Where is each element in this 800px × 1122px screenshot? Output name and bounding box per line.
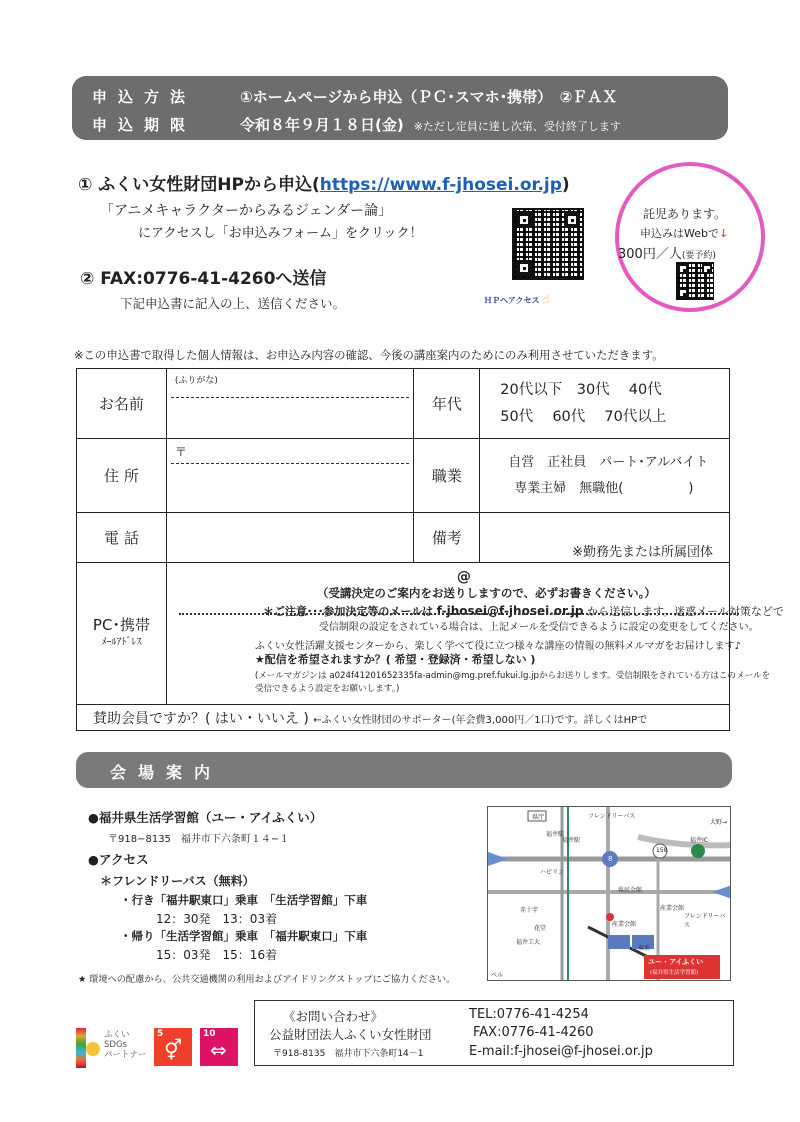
childcare-line2 — [640, 225, 728, 241]
sdg-goal5-icon — [154, 1028, 192, 1066]
sdg-goal10-icon — [200, 1028, 238, 1066]
magazine-line1: ふくい女性活躍支援センターから、楽しく学べて役に立つ様々な講座の情報の無料メルマガをお届けします♪ — [254, 641, 741, 652]
sdgs-logo-text — [104, 1030, 147, 1060]
qr-finder-icon — [564, 212, 580, 228]
contact-org: 公益財団法人ふくい女性財団 — [269, 1027, 432, 1042]
eco-note: ★ 環境への配慮から、公共交通機関の利用およびアイドリングストップにご協力ください。 — [78, 974, 456, 985]
phone-field[interactable] — [166, 513, 414, 563]
name-field[interactable] — [166, 369, 414, 439]
map-hanado: 花堂 — [534, 925, 547, 932]
caution-prefix: ＊ご注意･･･参加決定等のメールは — [262, 605, 434, 618]
remarks-note: ※勤務先または所属団体 — [572, 545, 713, 560]
hp-qr-code[interactable] — [512, 208, 584, 280]
qr-finder-icon — [678, 264, 688, 274]
arrow-down-icon: ↓ — [718, 227, 729, 240]
qr-finder-icon — [516, 260, 532, 276]
map-happiring: ハピリン — [540, 869, 565, 876]
map-akasuji: 赤十字 — [520, 907, 539, 914]
method-text: ①ホームページから申込（ＰＣ･スマホ･携帯） ②ＦＡＸ — [240, 88, 618, 106]
option1-suffix: ) — [561, 175, 570, 195]
privacy-note: ※この申込書で取得した個人情報は、お申込み内容の確認、今後の講座案内のためにのみ利用させていただきます。 — [74, 348, 664, 362]
map-kencho: 県庁 — [532, 814, 545, 821]
venue-map[interactable] — [487, 806, 731, 981]
deadline-row — [92, 114, 621, 135]
map-sangyo-cross: 産業会館 — [660, 905, 685, 912]
option2-sub: 下記申込書に記入の上、送信ください。 — [120, 296, 346, 311]
contact-email[interactable]: E-mail:f-jhosei@f-jhosei.or.jp — [469, 1044, 653, 1059]
map-svg — [488, 807, 731, 981]
reduced-inequality-icon: ⇔ — [210, 1038, 227, 1062]
map-omiya: 大野→ — [710, 819, 728, 826]
postal-mark: 〒 — [174, 445, 187, 459]
childcare-qr-code[interactable] — [676, 262, 714, 300]
childcare-price: 300円／人 — [618, 247, 682, 262]
map-kenminkaikan: 県民会館 — [618, 887, 643, 894]
address-label: 住 所 — [77, 439, 167, 513]
pointing-hand-icon: ☝ — [542, 292, 550, 306]
magazine-line2[interactable]: ★配信を希望されますか？( 希望・登録済・希望しない ) — [254, 653, 536, 666]
address-divider — [171, 463, 410, 464]
back-times: 15：03発 15：16着 — [156, 948, 278, 962]
option1-heading — [78, 170, 570, 195]
job-label: 職業 — [414, 439, 480, 513]
address-field[interactable] — [166, 439, 414, 513]
childcare-web-text: 申込みはWebで — [640, 227, 719, 240]
map-road-8: 8 — [608, 855, 613, 863]
childcare-reserve-note: (要予約) — [681, 251, 716, 261]
furigana-label: (ふりがな) — [174, 376, 218, 386]
contact-tel[interactable]: TEL:0776-41-4254 — [469, 1007, 589, 1022]
contact-address: 〒918-8135 福井市下六条町14－1 — [273, 1049, 424, 1059]
pc-label-sub: ﾒｰﾙｱﾄﾞﾚｽ — [101, 636, 142, 648]
qr-caption — [484, 292, 550, 306]
sdg-goal10-number: 10 — [203, 1029, 216, 1039]
support-row[interactable] — [77, 705, 730, 731]
map-ic: 福井IC — [690, 837, 708, 844]
access-heading: ●アクセス — [88, 852, 149, 867]
method-row — [92, 86, 617, 107]
phone-label: 電 話 — [77, 513, 167, 563]
map-mae: 東前 — [638, 945, 651, 952]
caution-line1 — [263, 603, 784, 619]
age-options[interactable] — [480, 369, 730, 439]
go-times: 12：30発 13：03着 — [156, 912, 278, 926]
childcare-line3 — [618, 243, 716, 262]
venue-name: ●福井県生活学習館（ユー・アイふくい） — [88, 810, 323, 825]
furigana-divider — [171, 397, 410, 398]
magazine-line3: (メールマガジンは a024f41201652335fa-admin@mg.pref.fukui.lg.jpからお送りします。受信制限をされている方はこのメールを — [254, 671, 771, 681]
age-row2[interactable]: 50代 60代 70代以上 — [500, 408, 667, 425]
qr-finder-icon — [516, 212, 532, 228]
email-field[interactable] — [166, 563, 784, 705]
deadline-note: ※ただし定員に達し次第、受付終了します — [413, 120, 621, 133]
caution-suffix: から送信します。迷惑メール対策などで — [587, 605, 784, 618]
option1-line2: にアクセスし「お申込みフォーム」をクリック！ — [138, 226, 423, 241]
contact-title: 《お問い合わせ》 — [283, 1009, 384, 1024]
application-form — [76, 368, 784, 731]
support-note: ←ふくい女性財団のサポーター(年会費3,000円／1口)です。詳しくはHPで — [313, 714, 648, 726]
map-venue-label: ユー・アイふくい — [648, 958, 704, 966]
sdgs-text1: ふくい — [104, 1030, 130, 1040]
sdgs-text2: SDGs — [104, 1040, 127, 1050]
caution-line2: 受信制限の設定をされている場合は、上記メールを受信できるように設定の変更をしてください。 — [318, 622, 759, 633]
age-row1[interactable]: 20代以下 30代 40代 — [500, 381, 662, 398]
venue-section-header: 会場案内 — [76, 752, 732, 788]
option1-line1: 「アニメキャラクターからみるジェンダー論」 — [100, 203, 393, 219]
venue-address: 〒918−8135 福井市下六条町１４−１ — [108, 834, 290, 845]
job-options[interactable] — [480, 439, 730, 513]
deadline-label: 申込期限 — [92, 116, 197, 134]
map-venue-sub: (福井県生活学習館) — [650, 970, 699, 976]
back-route: ・帰り「生活学習館」乗車 「福井駅東口」下車 — [120, 929, 368, 943]
map-sangyo: 産業会館 — [612, 921, 637, 928]
pc-label-cell — [77, 563, 167, 705]
map-road-158: 158 — [656, 847, 668, 854]
sdgs-text3: パートナー — [104, 1050, 147, 1060]
remarks-field[interactable] — [480, 513, 730, 563]
qr-caption-text: ＨＰへアクセス — [484, 296, 540, 305]
caution-dotted-line — [179, 613, 739, 615]
age-label: 年代 — [414, 369, 480, 439]
application-banner — [72, 76, 728, 140]
gender-equality-icon: ⚥ — [164, 1038, 183, 1062]
bus-heading: ＊フレンドリーバス（無料） — [100, 874, 255, 888]
qr-finder-icon — [678, 288, 688, 298]
pc-label: PC･携帯 — [92, 615, 150, 634]
magazine-line4: 受信できるよう設定をお願いします。) — [254, 684, 400, 694]
map-bell: ベル — [491, 972, 504, 979]
map-friendly1: フレンドリーバス — [588, 813, 636, 820]
map-fukui-gakuen: 福井工大 — [516, 939, 541, 946]
qr-finder-icon — [702, 264, 712, 274]
deadline-text: 令和８年９月１８日(金) — [240, 116, 404, 134]
job-row2[interactable]: 専業主婦 無職他( ) — [514, 480, 694, 496]
email-note: （受講決定のご案内をお送りしますので、必ずお書きください。） — [316, 586, 656, 600]
job-row1[interactable]: 自営 正社員 パート･アルバイト — [508, 454, 709, 470]
map-fukui-eki: 福井駅 — [546, 831, 565, 838]
contact-fax[interactable]: FAX:0776-41-4260 — [473, 1025, 594, 1040]
option1-prefix: ① ふくい女性財団HPから申込( — [78, 175, 320, 195]
contact-box — [254, 1000, 734, 1066]
hp-link[interactable]: https://www.f-jhosei.or.jp — [319, 175, 562, 195]
map-friendly2: フレンドリーバス — [684, 913, 726, 929]
caution-email: f-jhosei@f-jhosei.or.jp — [436, 604, 584, 618]
childcare-line1: 託児あります。 — [643, 207, 727, 221]
sdg-goal5-number: 5 — [157, 1029, 164, 1039]
support-question[interactable]: 賛助会員ですか？( はい・いいえ ) — [93, 710, 309, 727]
remarks-label: 備考 — [414, 513, 480, 563]
method-label: 申込方法 — [92, 88, 197, 106]
sdgs-logo-icon — [76, 1028, 102, 1068]
option2-heading: ② FAX:0776-41-4260へ送信 — [80, 269, 327, 289]
name-label: お名前 — [77, 369, 167, 439]
at-mark: @ — [456, 569, 471, 585]
go-route: ・行き「福井駅東口」乗車 「生活学習館」下車 — [120, 893, 368, 907]
map-station-mark: 福井駅 — [562, 837, 581, 844]
